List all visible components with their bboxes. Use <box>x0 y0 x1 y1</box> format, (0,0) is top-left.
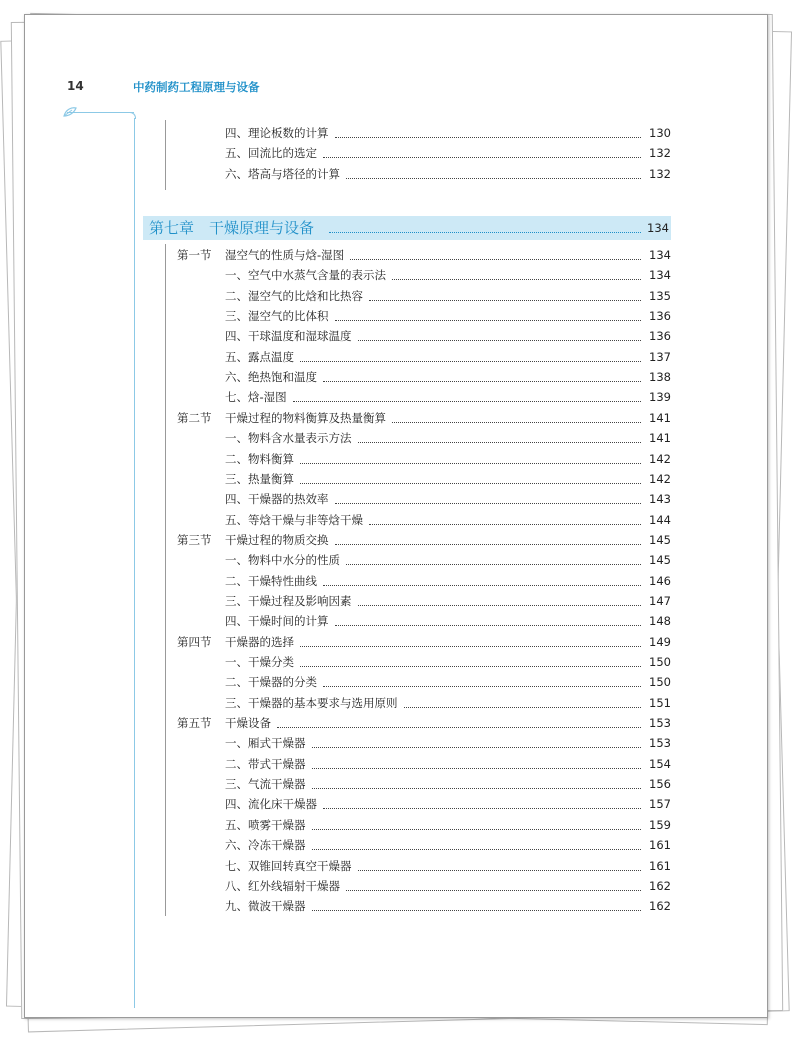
entry-title: 六、塔高与塔径的计算 <box>225 165 344 183</box>
entry-title: 四、理论板数的计算 <box>225 124 333 142</box>
page-ref: 130 <box>649 126 671 140</box>
leader-dots <box>346 546 641 565</box>
entry-title: 三、湿空气的比体积 <box>225 307 333 325</box>
entry-title: 三、热量衡算 <box>225 470 298 488</box>
page-ref: 143 <box>649 492 671 507</box>
page-ref: 153 <box>649 736 671 751</box>
leader-dots <box>346 160 641 179</box>
toc-entry-row <box>225 897 671 915</box>
margin-rule <box>67 112 134 113</box>
entry-title: 七、焓-湿图 <box>225 388 291 406</box>
section-title: 干燥器的选择 <box>225 633 298 651</box>
section-label: 第二节 <box>177 410 212 425</box>
book-title: 中药制药工程原理与设备 <box>133 80 260 94</box>
leader-dots <box>312 811 642 830</box>
section-label: 第一节 <box>177 248 212 262</box>
entry-title: 五、喷雾干燥器 <box>225 816 310 834</box>
entry-title: 二、带式干燥器 <box>225 755 310 773</box>
entry-title: 四、流化床干燥器 <box>225 795 321 813</box>
entry-title: 五、回流比的选定 <box>225 144 321 162</box>
page-ref: 134 <box>649 248 671 262</box>
leader-dots <box>404 689 642 708</box>
page-ref: 161 <box>649 858 671 873</box>
leader-dots <box>323 668 641 687</box>
leader-dots <box>277 709 641 728</box>
leader-dots <box>323 139 641 158</box>
leader-dots <box>293 383 641 402</box>
page-ref: 132 <box>649 146 671 161</box>
leader-dots <box>300 628 641 647</box>
page-ref: 142 <box>649 471 671 486</box>
page-ref: 139 <box>649 390 671 405</box>
entry-title: 六、冷冻干燥器 <box>225 836 310 854</box>
chapter-heading <box>143 216 671 240</box>
entry-title: 三、干燥器的基本要求与选用原则 <box>225 694 402 712</box>
entry-title: 一、空气中水蒸气含量的表示法 <box>225 266 390 284</box>
leader-dots <box>312 892 642 911</box>
page-ref: 154 <box>649 756 671 771</box>
page-ref: 150 <box>649 675 671 690</box>
section-title: 干燥设备 <box>225 714 275 732</box>
leader-dots <box>312 750 642 769</box>
entry-title: 二、湿空气的比焓和比热容 <box>225 287 367 305</box>
entry-title: 一、厢式干燥器 <box>225 734 310 752</box>
section-label: 第三节 <box>177 532 212 547</box>
leader-dots <box>358 587 642 606</box>
entry-title: 七、双锥回转真空干燥器 <box>225 857 356 875</box>
leader-dots <box>335 302 642 321</box>
entry-title: 二、干燥器的分类 <box>225 673 321 691</box>
leader-dots <box>312 831 642 850</box>
page-ref: 157 <box>649 797 671 812</box>
entry-title: 五、等焓干燥与非等焓干燥 <box>225 511 367 529</box>
leader-dots <box>392 404 641 423</box>
page-ref: 134 <box>649 268 671 283</box>
page-ref: 162 <box>649 899 671 914</box>
page-ref: 156 <box>649 777 671 792</box>
leader-dots <box>369 506 641 525</box>
leader-dots <box>358 852 642 871</box>
page-ref: 146 <box>649 573 671 588</box>
page-ref: 145 <box>649 553 671 568</box>
section-label: 第四节 <box>177 634 212 649</box>
entry-title: 一、物料含水量表示方法 <box>225 429 356 447</box>
chapter-title: 第七章 干燥原理与设备 <box>149 219 315 237</box>
page-ref: 150 <box>649 655 671 669</box>
leader-dots <box>312 770 642 789</box>
entry-title: 一、物料中水分的性质 <box>225 551 344 569</box>
entry-title: 二、干燥特性曲线 <box>225 572 321 590</box>
entry-title: 五、露点温度 <box>225 348 298 366</box>
page-ref: 144 <box>649 512 671 527</box>
section-title: 干燥过程的物质交换 <box>225 531 333 549</box>
leader-dots <box>392 261 641 280</box>
page-ref: 145 <box>649 532 671 547</box>
leader-dots <box>323 567 641 586</box>
leader-dots <box>300 343 641 362</box>
leader-dots <box>335 119 642 138</box>
entry-title: 二、物料衡算 <box>225 450 298 468</box>
chapter-page: 134 <box>647 221 669 235</box>
toc-page <box>24 14 768 1018</box>
leader-dots <box>358 424 642 443</box>
page-ref: 153 <box>649 716 671 731</box>
leader-dots <box>300 465 641 484</box>
section-label: 第五节 <box>177 716 212 731</box>
page-ref: 161 <box>649 838 671 853</box>
leader-dots <box>335 485 642 504</box>
leader-dots <box>350 241 641 260</box>
leader-dots <box>369 282 641 301</box>
leader-dots <box>300 648 641 667</box>
page-ref: 162 <box>649 878 671 893</box>
entry-title: 一、干燥分类 <box>225 653 298 671</box>
leader-dots <box>323 790 641 809</box>
entry-title: 三、气流干燥器 <box>225 775 310 793</box>
toc-bracket <box>165 120 166 190</box>
section-title: 湿空气的性质与焓-湿图 <box>225 246 348 264</box>
page-ref: 151 <box>649 695 671 710</box>
page-ref: 135 <box>649 288 671 303</box>
leader-dots <box>335 607 642 626</box>
page-ref: 141 <box>649 410 671 425</box>
section-title: 干燥过程的物料衡算及热量衡算 <box>225 409 390 427</box>
leader-dots <box>323 363 641 382</box>
toc-entry-row <box>225 165 671 183</box>
entry-title: 四、干球温度和湿球温度 <box>225 327 356 345</box>
page-ref: 136 <box>649 329 671 344</box>
entry-title: 四、干燥器的热效率 <box>225 490 333 508</box>
page-number: 14 <box>67 79 84 93</box>
page-ref: 141 <box>649 431 671 446</box>
page-ref: 148 <box>649 614 671 629</box>
page-ref: 132 <box>649 166 671 181</box>
entry-title: 八、红外线辐射干燥器 <box>225 877 344 895</box>
page-ref: 138 <box>649 370 671 385</box>
leader-dots <box>329 208 641 233</box>
page-ref: 142 <box>649 451 671 466</box>
entry-title: 三、干燥过程及影响因素 <box>225 592 356 610</box>
leader-dots <box>358 322 642 341</box>
leader-dots <box>312 729 642 748</box>
entry-title: 四、干燥时间的计算 <box>225 612 333 630</box>
page-ref: 136 <box>649 309 671 324</box>
leader-dots <box>300 445 641 464</box>
page-ref: 147 <box>649 593 671 608</box>
entry-title: 九、微波干燥器 <box>225 897 310 915</box>
page-ref: 137 <box>649 349 671 364</box>
page-ref: 149 <box>649 634 671 649</box>
margin-rule-vertical <box>134 118 135 1008</box>
entry-title: 六、绝热饱和温度 <box>225 368 321 386</box>
page-ref: 159 <box>649 817 671 832</box>
leader-dots <box>335 526 642 545</box>
toc-bracket <box>165 244 166 916</box>
leader-dots <box>346 872 641 891</box>
